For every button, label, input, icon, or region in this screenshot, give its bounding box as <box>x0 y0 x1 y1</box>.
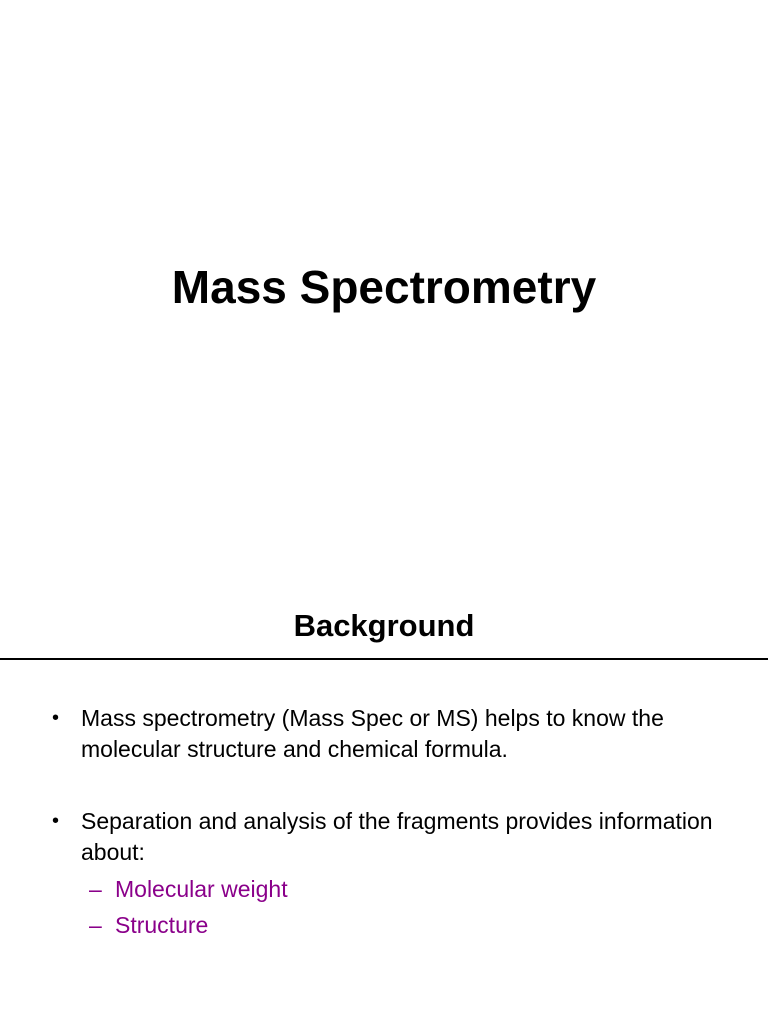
bullet-marker: • <box>52 810 60 832</box>
sub-bullet-list <box>81 871 750 943</box>
sub-item-structure <box>81 907 750 943</box>
sub-item-text: Structure <box>115 912 209 938</box>
bullet-item-ms-definition <box>50 703 750 765</box>
bullet-text: Mass spectrometry (Mass Spec or MS) helps to know the molecular structure and chemical formula. <box>81 705 664 762</box>
bullet-text: Separation and analysis of the fragments provides information about: <box>81 808 713 865</box>
bullet-item-fragment-analysis <box>50 806 750 943</box>
dash-marker: – <box>89 912 102 938</box>
sub-item-text: Molecular weight <box>115 876 288 902</box>
bullet-list <box>50 703 750 943</box>
sub-item-molecular-weight <box>81 871 750 907</box>
section-divider <box>0 658 768 660</box>
slide-title: Mass Spectrometry <box>171 261 597 313</box>
section-heading: Background <box>293 608 475 643</box>
bullet-marker: • <box>52 707 60 729</box>
dash-marker: – <box>89 876 102 902</box>
